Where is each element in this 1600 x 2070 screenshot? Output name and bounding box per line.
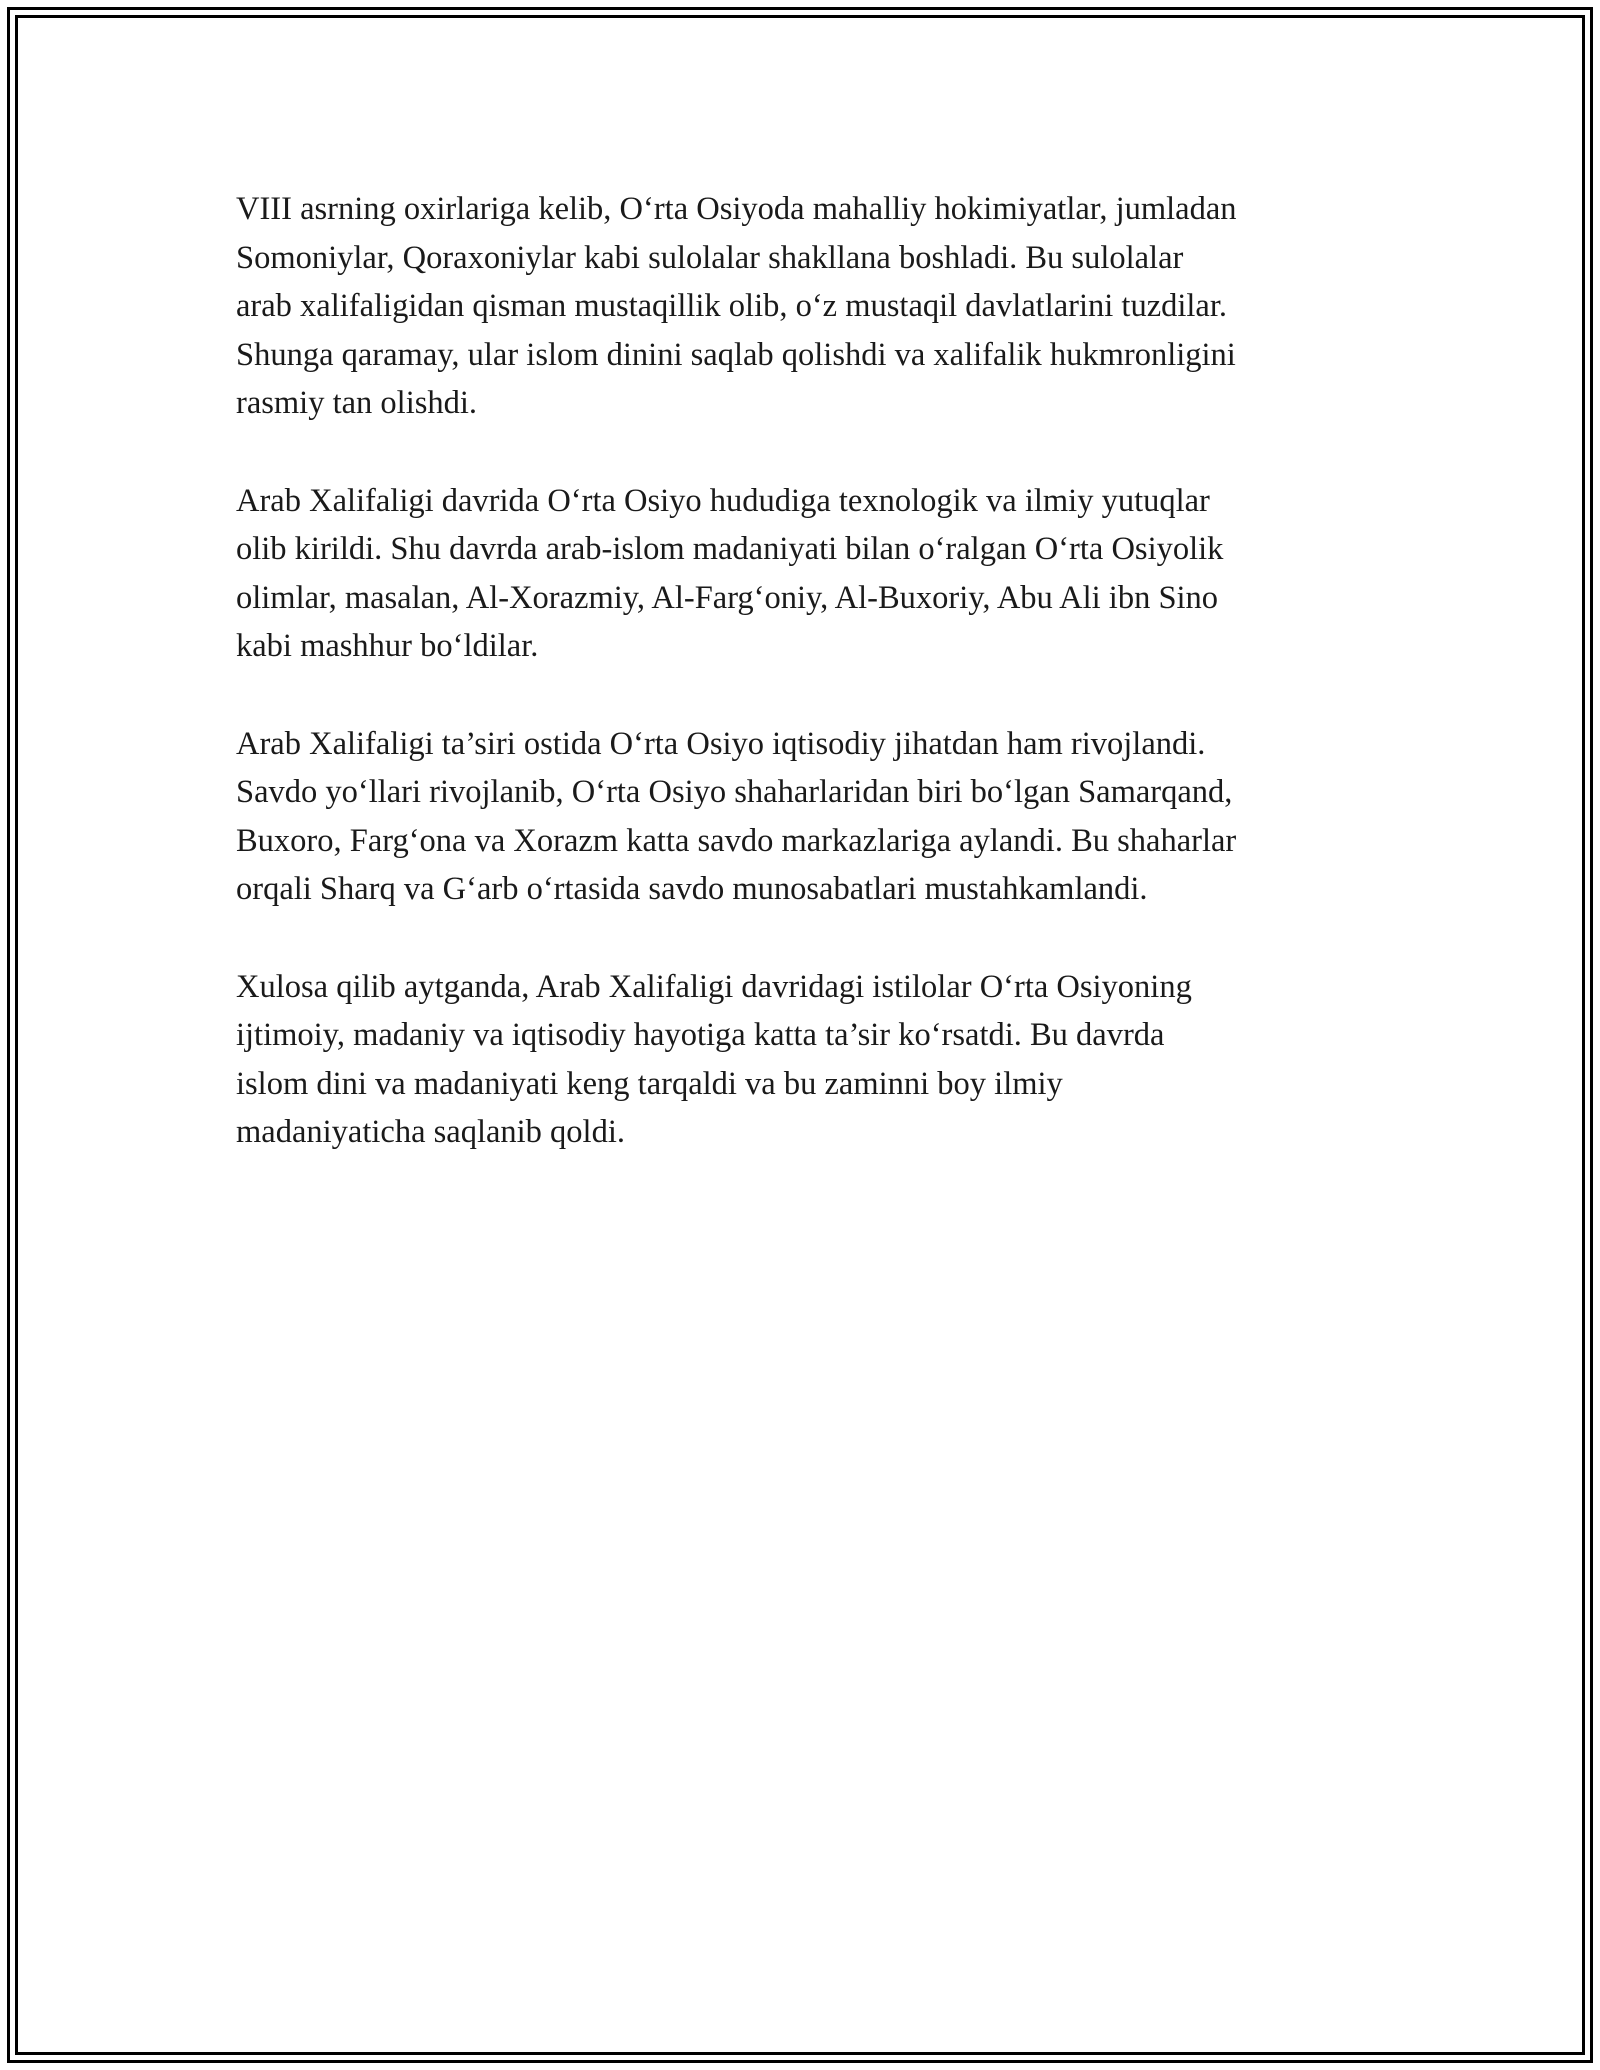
- paragraph-2: Arab Xalifaligi davrida O‘rta Osiyo hududiga texnologik va ilmiy yutuqlar olib kirildi. Shu davrda arab-islom madaniyati bilan o‘ralgan O‘rta Osiyolik olimlar, masalan, Al-Xorazmiy, Al-Farg‘oniy, Al-Buxoriy, Abu Ali ibn Sino kabi mashhur bo‘ldilar.: [236, 482, 1224, 665]
- paragraph-3: Arab Xalifaligi ta’siri ostida O‘rta Osiyo iqtisodiy jihatdan ham rivojlandi. Savdo yo‘llari rivojlanib, O‘rta Osiyo shaharlaridan biri bo‘lgan Samarqand, Buxoro, Farg‘ona va Xorazm katta savdo markazlariga aylandi. Bu shaharlar orqali Sharq va G‘arb o‘rtasida savdo munosabatlari mustahkamlandi.: [236, 725, 1237, 908]
- document-body: [236, 185, 1386, 1205]
- paragraph-1: VIII asrning oxirlariga kelib, O‘rta Osiyoda mahalliy hokimiyatlar, jumladan Somoniylar, Qoraxoniylar kabi sulolalar shakllana boshladi. Bu sulolalar arab xalifaligidan qisman mustaqillik olib, o‘z mustaqil davlatlarini tuzdilar. Shunga qaramay, ular islom dinini saqlab qolishdi va xalifalik hukmronligini rasmiy tan olishdi.: [236, 191, 1237, 422]
- paragraph-4: Xulosa qilib aytganda, Arab Xalifaligi davridagi istilolar O‘rta Osiyoning ijtimoiy, madaniy va iqtisodiy hayotiga katta ta’sir ko‘rsatdi. Bu davrda islom dini va madaniyati keng tarqaldi va bu zaminni boy ilmiy madaniyaticha saqlanib qoldi.: [236, 968, 1192, 1151]
